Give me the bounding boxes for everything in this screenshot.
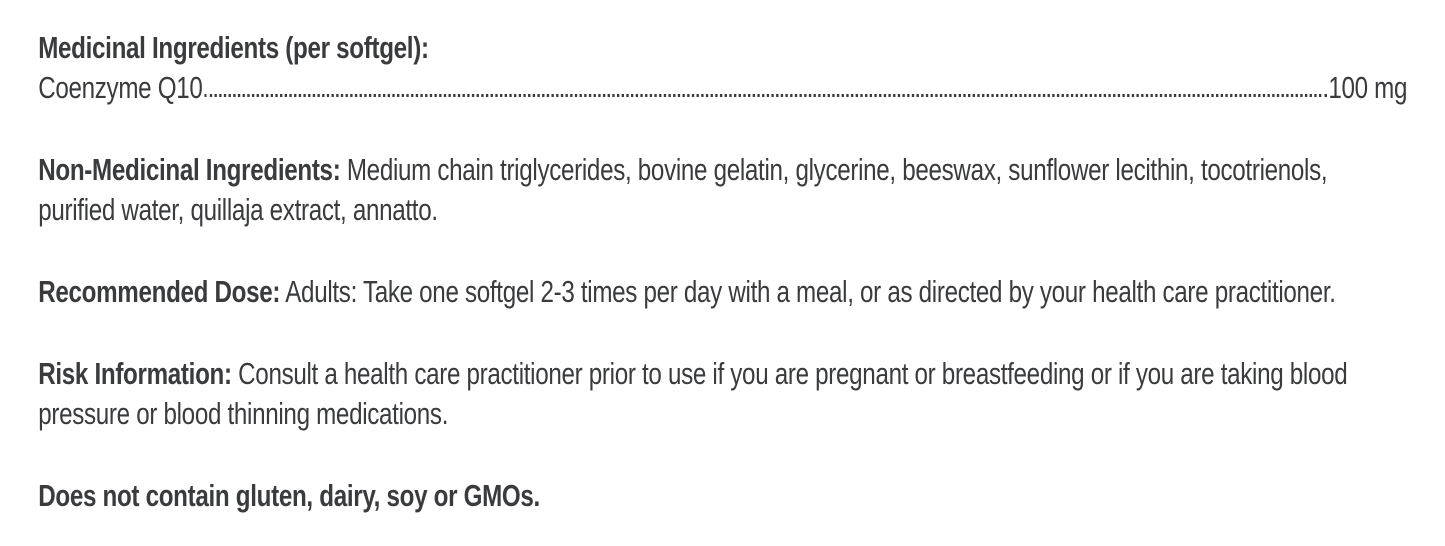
ingredient-name: Coenzyme Q10 <box>38 70 203 105</box>
recommended-dose-text: Adults: Take one softgel 2-3 times per day with a meal, or as directed by your health care practitioner. <box>285 274 1336 309</box>
non-medicinal-ingredients-heading: Non-Medicinal Ingredients: <box>38 152 341 187</box>
risk-information-text: Consult a health care practitioner prior to use if you are pregnant or breastfeeding or if you are taking blood pressure or blood thinning medications. <box>38 356 1348 431</box>
non-medicinal-ingredients-text: Medium chain triglycerides, bovine gelatin, glycerine, beeswax, sunflower lecithin, tocotrienols, purified water, quillaja extract, annatto. <box>38 152 1328 227</box>
risk-information-section <box>38 354 1407 434</box>
risk-information-heading: Risk Information: <box>38 356 232 391</box>
non-medicinal-ingredients-section <box>38 150 1407 230</box>
recommended-dose-heading: Recommended Dose: <box>38 274 281 309</box>
allergen-free-note: Does not contain gluten, dairy, soy or GMOs. <box>38 478 540 513</box>
dotted-leader <box>204 94 1327 97</box>
ingredient-amount: 100 mg <box>1328 70 1408 105</box>
medicinal-ingredients-section <box>38 28 1407 108</box>
ingredient-row <box>38 68 1407 108</box>
recommended-dose-section <box>38 272 1407 312</box>
medicinal-ingredients-heading: Medicinal Ingredients (per softgel): <box>38 30 429 65</box>
